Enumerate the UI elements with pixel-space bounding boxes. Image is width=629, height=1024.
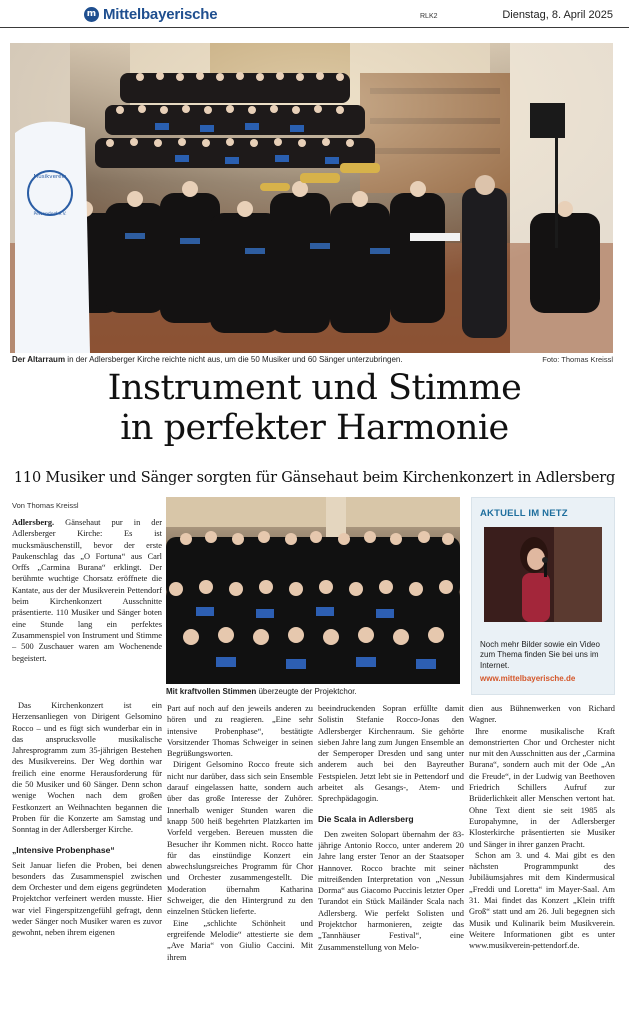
hero-caption-lead: Der Altarraum: [12, 355, 66, 364]
hero-caption: [12, 355, 613, 364]
subhead-scala: Die Scala in Adlersberg: [318, 813, 414, 824]
intro-text: Gänsehaut pur in der Adlersberger Kirche: Es ist mucksmäuschenstill, bevor der erste Paukenschlag das „O Fortuna“ aus Carl Orffs „Carmina Burana“ erklingt. Der berühmte wuchtige Chorsatz eröffnete die Kantate, aus der der Musikverein Pettendorf beim Kirchenkonzert Ausschnitte präsentierte. 110 Musiker und Sänger boten eine Stunde lang ein perfektes Zusammenspiel von Instrument und Stimme – 500 Zuschauer waren am Wochenende begeistert.: [12, 518, 162, 663]
choir-photo: [166, 497, 460, 684]
paragraph-7: beeindruckenden Sopran erfüllte damit Solistin Stefanie Rocco-Jonas den Adlersberger Kirchenraum. Sie gehörte sieben Jahre lang zum Jungen Ensemble an der Semperoper Dresden und sang unter anderem auch bei den Bayreuther Festspielen. Jetzt lebt sie in Pettendorf und arbeitet als Gesangs-, Atem- und Sprechpädagogin.: [318, 704, 464, 804]
brand-mark-icon: m: [84, 7, 99, 22]
paragraph-4: Part auf noch auf den jeweils anderen zu hören und zu reagieren. „Eine sehr intensive Probenphase“, bestätigte Vorsitzender Thomas Schweiger in seinen Begrüßungsworten.: [167, 704, 313, 759]
hero-photo-credit: Foto: Thomas Kreissl: [542, 355, 613, 364]
headline-line-2: in perfekter Harmonie: [120, 408, 509, 448]
article-column-4: [469, 703, 615, 1020]
article-column-1-top: [12, 517, 162, 697]
intro-paragraph: [12, 517, 162, 664]
subheadline: 110 Musiker und Sänger sorgten für Gänsehaut beim Kirchenkonzert in Adlersberg: [13, 470, 616, 486]
headline-line-1: Instrument und Stimme: [107, 368, 522, 408]
brand-logo[interactable]: [84, 5, 217, 23]
online-promo-box[interactable]: [471, 497, 615, 695]
choir-caption-text: überzeugte der Projektchor.: [256, 687, 357, 696]
online-promo-link[interactable]: www.mittelbayerische.de: [480, 674, 576, 683]
soloist-image: [484, 527, 602, 622]
issue-date: Dienstag, 8. April 2025: [502, 9, 613, 21]
dateline: Adlersberg.: [12, 518, 55, 527]
byline: Von Thomas Kreissl: [12, 501, 79, 510]
online-promo-photo[interactable]: [484, 527, 602, 622]
banner-text: Musikverein: [33, 174, 67, 180]
paragraph-3: Seit Januar liefen die Proben, bei denen besonders das Zusammenspiel zwischen dem Orchester und dem eigens gegründeten Projektchor verfeinert werden musste. Hier war viel Fingerspitzengefühl gefragt, denn weder Sänger noch Musiker waren es zuvor gewohnt, neben ihrem eigenen: [12, 860, 162, 938]
online-promo-text: Noch mehr Bilder sowie ein Video zum Thema finden Sie bei uns im Internet.: [480, 640, 600, 670]
paragraph-11: Schon am 3. und 4. Mai gibt es den nächsten Programmpunkt des Jubiläumsjahres mit dem Kindermusical „Freddi und Loretta“ im Mayer-Saal. Am 31. Mai findet das Konzert „Klein trifft Groß“ statt und am 26. Juli begegnen sich Musik und Kulinarik beim Musikverein. Weitere Informationen gibt es unter www.musikverein-pettendorf.de.: [469, 850, 615, 951]
choir-caption: [166, 687, 460, 696]
headline: [0, 368, 629, 448]
concert-orchestra-image: [10, 43, 613, 353]
edition-code: RLK2: [420, 13, 438, 20]
paragraph-6: Eine „schlichte Schönheit und ergreifende Melodie“ attestierte sie dem „Ave Maria“ von Giulio Caccini. Mit ihrem: [167, 918, 313, 962]
article-column-3: [318, 703, 464, 1020]
subhead-probenphase: „Intensive Probenphase“: [12, 844, 115, 855]
paragraph-8: Den zweiten Solopart übernahm der 83-jährige Antonio Rocco, unter anderem 20 Jahre lang erster Tenor an der Staatsoper Hannover. Rocco brachte mit seiner mitreißenden Interpretation von „Nessun Dorma“ aus Giacomo Puccinis letzter Oper Turandot ein Stück Mailänder Scala nach Adlersberg. Wie perfekt Solisten und Projektchor harmonieren, zeigte das „Tannhäuser Festival“, eine Zusammenstellung von Melo-: [318, 829, 464, 952]
hero-photo: [10, 43, 613, 353]
choir-image: [166, 497, 460, 684]
paragraph-9: dien aus Bühnenwerken von Richard Wagner.: [469, 704, 615, 725]
choir-caption-lead: Mit kraftvollen Stimmen: [166, 687, 257, 696]
hero-caption-text: in der Adlersberger Kirche reichte nicht aus, um die 50 Musiker und 60 Sänger unterzubringen.: [65, 355, 403, 364]
article-column-1: [12, 700, 162, 1020]
online-promo-title: AKTUELL IM NETZ: [480, 508, 568, 519]
masthead: [0, 0, 629, 28]
paragraph-5: Dirigent Gelsomino Rocco freute sich nicht nur darüber, dass sich sein Ensemble darauf eingelassen hatte, sondern auch über das große Interesse der Zuhörer. Innerhalb weniger Stunden waren die knapp 500 heiß begehrten Platzkarten im Vorfeld vergeben. Bereuen mussten die Besucher ihr Kommen nicht. Rocco hatte für das einstündige Konzert ein abwechslungsreiches Programm für Chor und Orchester zusammengestellt. Die Moderation übernahm Katharina Schweiger, die den Hintergrund zu den einzelnen Stücken lieferte.: [167, 760, 313, 917]
brand-name: Mittelbayerische: [103, 5, 218, 23]
banner-subtext: Pettendorf e.V.: [33, 212, 67, 217]
paragraph-2: Das Kirchenkonzert ist ein Herzensanliegen von Dirigent Gelsomino Rocco – und es fügt sich wunderbar ein in das ansprucksvolle musikalische Jahresprogramm zum 35-jährigen Bestehen des Musikvereins. Der Weg dorthin war freilich eine enorme Herausforderung für die 50 Musiker und 60 Sänger. Denn schon wenige Wochen nach dem großen Festkonzert an Weihnachten begannen die Proben für die Konzerte am Samstag und Sonntag in der Adlersberger Kirche.: [12, 701, 162, 835]
article-column-2: [167, 703, 313, 1020]
paragraph-10: Ihre enorme musikalische Kraft demonstrierten Chor und Orchester nicht nur mit den Ausschnitten aus der „Carmina Burana“, sondern auch mit der Ode „An die Freude“, in der Ludwig van Beethoven Friedrich Schillers Aufruf zur Brüderlichkeit aller Menschen vertont hat. Ohne Text dient sie seit 1985 als Europahymne, in der Adlersberger Klosterkirche präsentierten sie Musiker und Sänger in ihrer ganzen Pracht.: [469, 726, 615, 849]
